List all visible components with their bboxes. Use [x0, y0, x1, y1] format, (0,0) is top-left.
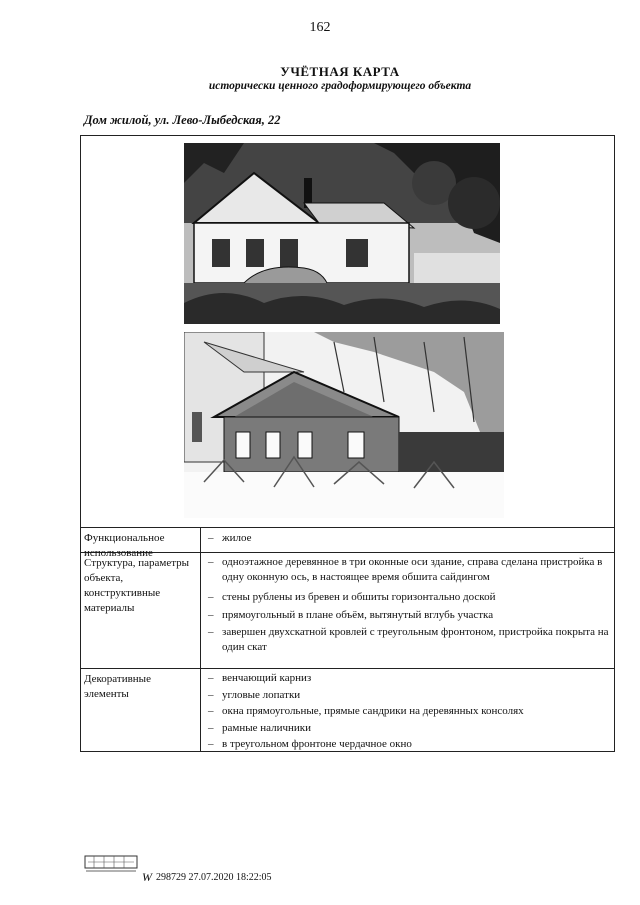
list-item: – жилое [208, 531, 616, 546]
house-photo-summer [184, 143, 500, 324]
card-subtitle: исторически ценного градоформирующего объекта [208, 80, 472, 92]
row-label-structure: Структура, параметры объекта, конструктивные материалы [84, 557, 190, 614]
list-item: – в треугольном фронтоне чердачное окно [208, 737, 616, 752]
stamp-icon [84, 850, 138, 874]
list-item: – завершен двухскатной кровлей с треугольным фронтоном, пристройка покрыта на один скат [208, 625, 616, 654]
row-items-decor [208, 671, 616, 752]
document-id: 298729 27.07.2020 18:22:05 [156, 872, 272, 883]
list-item: – прямоугольный в плане объём, вытянутый вглубь участка [208, 608, 616, 623]
table-column-divider [200, 527, 201, 752]
row-label-function: Функциональное использование [84, 532, 165, 559]
list-item: – угловые лопатки [208, 688, 616, 703]
row-label-decor: Декоративные элементы [84, 673, 151, 700]
row-items-structure [208, 555, 616, 654]
row-items-function [208, 531, 616, 546]
list-item: – стены рублены из бревен и обшиты горизонтально доской [208, 590, 616, 605]
table-divider-top [80, 527, 615, 528]
signature-mark: W [142, 870, 152, 884]
list-item: – окна прямоугольные, прямые сандрики на деревянных консолях [208, 704, 616, 719]
table-divider-row2 [80, 668, 615, 669]
house-photo-winter [184, 332, 504, 518]
list-item: – одноэтажное деревянное в три оконные оси здание, справа сделана пристройка в одну оконную ось, в настоящее время обшита сайдингом [208, 555, 616, 584]
card-title: УЧЁТНАЯ КАРТА [280, 64, 400, 79]
list-item: – венчающий карниз [208, 671, 616, 686]
page-number: 162 [309, 20, 331, 35]
object-name: Дом жилой, ул. Лево-Лыбедская, 22 [84, 113, 281, 127]
list-item: – рамные наличники [208, 721, 616, 736]
